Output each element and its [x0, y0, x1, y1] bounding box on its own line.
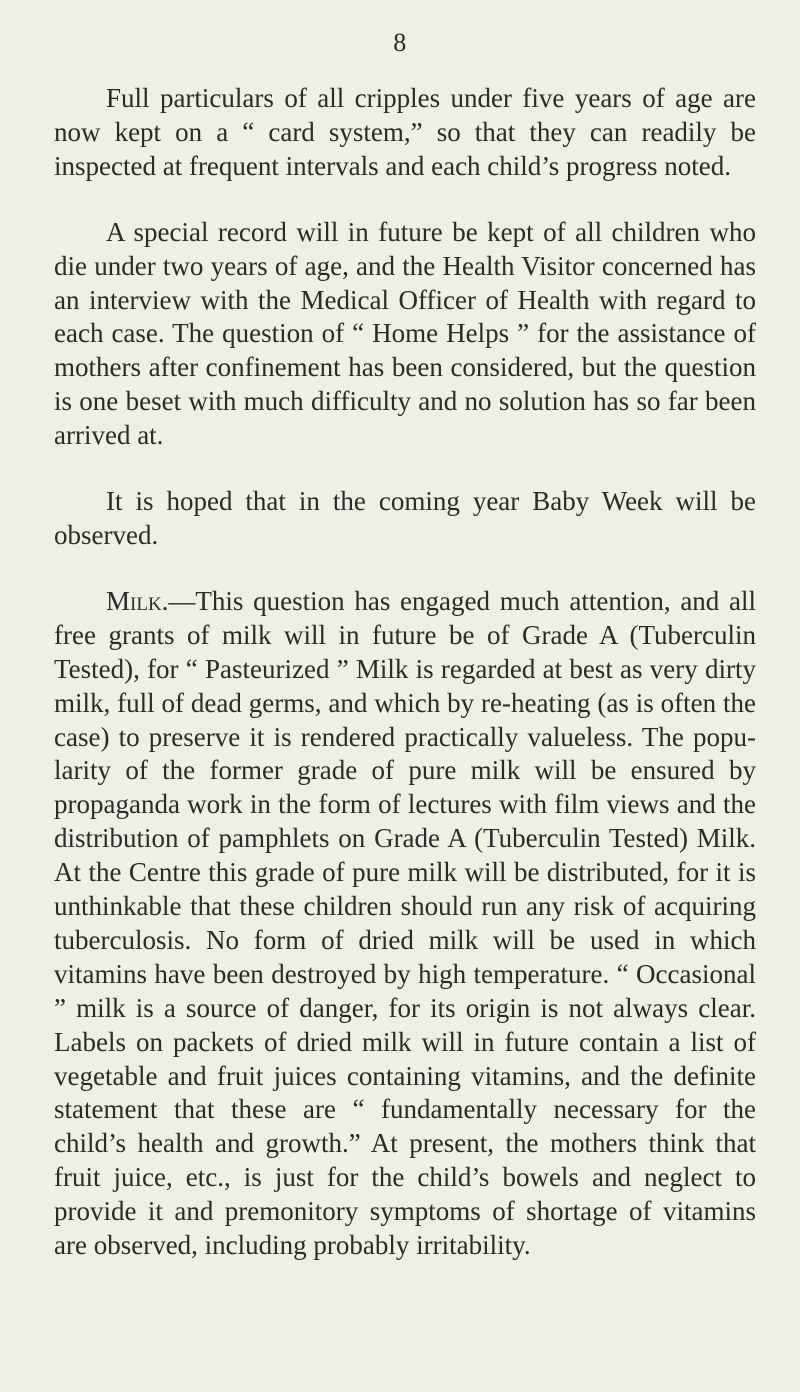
paragraph-child-deaths-record: A special record will in future be kept of all children who die under two years of age, and the Health Visitor concerned has an interview with the Medical Officer of Health with regard to each case. The question of “ Home Helps ” for the assistance of mothers after confinement has been considered, but the question is one beset with much difficulty and no solution has so far been arrived at.	[54, 216, 756, 451]
paragraph-milk	[54, 585, 756, 1263]
paragraph-cripples-card-system: Full particulars of all cripples under five years of age are now kept on a “ card system,” so that they can readily be inspected at frequent intervals and each child’s progress noted.	[54, 83, 756, 181]
body-text	[54, 82, 756, 1263]
milk-heading: Milk.	[106, 585, 169, 616]
paragraph-baby-week: It is hoped that in the coming year Baby Week will be observed.	[54, 486, 756, 550]
milk-body-text: —This question has engaged much attention, and all free grants of milk will in future be of Grade A (Tuberculin Tested), for “ Pasteurized ” Milk is regarded at best as very dirty milk, full of dead germs, and which by re-heating (as is often the case) to preserve it is rendered practically valueless. The popularity of the former grade of pure milk will be ensured by propaganda work in the form of lectures with film views and the distribution of pamphlets on Grade A (Tuberculin Tested) Milk. At the Centre this grade of pure milk will be distributed, for it is unthinkable that these children should run any risk of acquiring tuberculosis. No form of dried milk will be used in which vitamins have been destroyed by high temperature. “ Occasional ” milk is a source of danger, for its origin is not always clear. Labels on packets of dried milk will in future contain a list of vegetable and fruit juices containing vitamins, and the definite statement that these are “ fundamentally necessary for the child’s health and growth.” At present, the mothers think that fruit juice, etc., is just for the child’s bowels and neglect to provide it and premonitory symptoms of shortage of vitamins are observed, including probably irritability.	[54, 585, 756, 1261]
page-number: 8	[393, 28, 407, 57]
